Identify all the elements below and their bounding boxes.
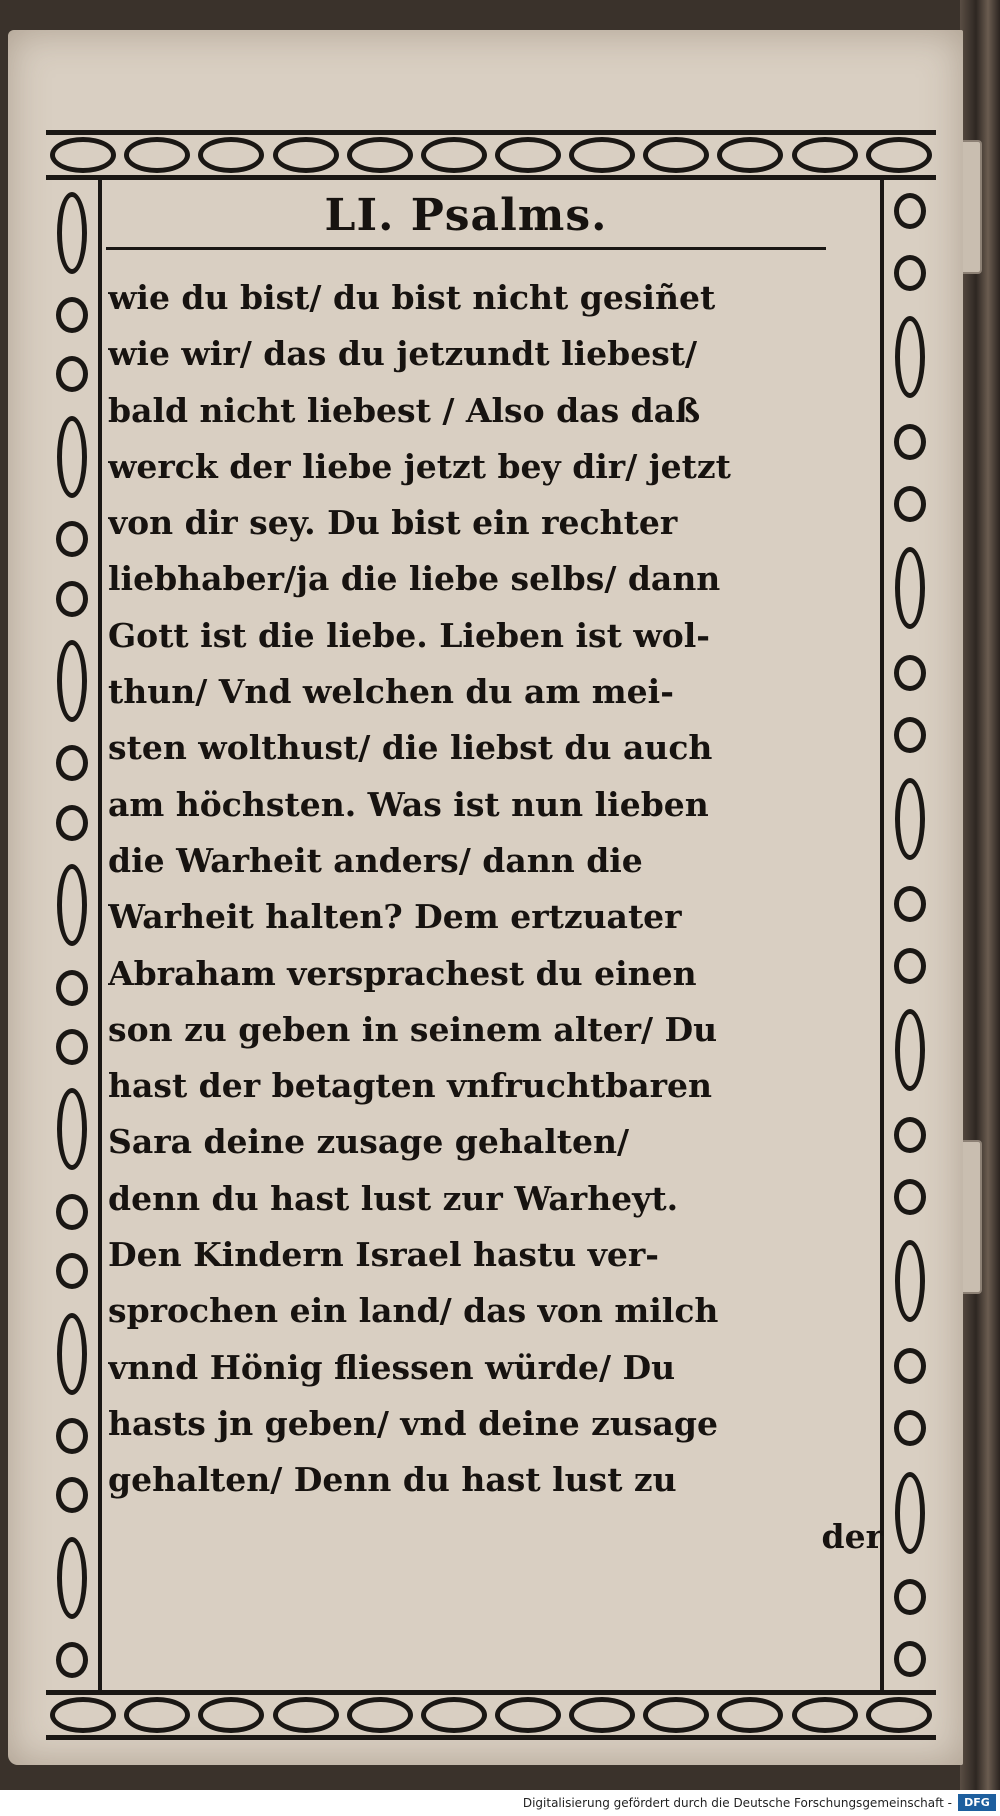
text-line: Sara deine zusage gehalten/ [108, 1122, 630, 1162]
body-text [108, 270, 903, 1565]
text-line: die Warheit anders/ dann die [108, 840, 643, 880]
text-line: sprochen ein land/ das von milch [108, 1291, 719, 1331]
left-rule [98, 180, 102, 1690]
text-line: thun/ Vnd welchen du am mei- [108, 672, 674, 712]
catchword: der [821, 1516, 883, 1556]
text-line: wie wir/ das du jetzundt liebest/ [108, 334, 698, 374]
text-line: Warheit halten? Dem ertzuater [108, 897, 682, 937]
dfg-logo[interactable]: DFG [958, 1794, 996, 1811]
text-line: werck der liebe jetzt bey dir/ jetzt [108, 446, 731, 486]
text-line: hasts jn geben/ vnd deine zusage [108, 1403, 718, 1443]
text-line: gehalten/ Denn du hast lust zu [108, 1460, 677, 1500]
text-line: Gott ist die liebe. Lieben ist wol- [108, 615, 711, 655]
text-line: Den Kindern Israel hastu ver- [108, 1235, 659, 1275]
page-heading: LI. Psalms. [106, 190, 826, 250]
ornamental-frame [46, 130, 936, 1730]
text-line: bald nicht liebest / Also das daß [108, 390, 701, 430]
text-line: liebhaber/ja die liebe selbs/ dann [108, 559, 721, 599]
footer-bar [0, 1790, 1000, 1816]
top-border-ornament [46, 130, 936, 180]
left-border-ornament [46, 180, 98, 1690]
text-line: vnnd Hönig fliessen würde/ Du [108, 1347, 676, 1387]
text-line: hast der betagten vnfruchtbaren [108, 1066, 713, 1106]
book-page [8, 30, 963, 1765]
text-line: denn du hast lust zur Warheyt. [108, 1178, 679, 1218]
text-line: sten wolthust/ die liebst du auch [108, 728, 713, 768]
text-line: am höchsten. Was ist nun lieben [108, 784, 709, 824]
text-line: wie du bist/ du bist nicht gesiñet [108, 278, 716, 317]
footer-credit: Digitalisierung gefördert durch die Deutsche Forschungsgemeinschaft - [522, 1796, 952, 1810]
text-line: Abraham versprachest du einen [108, 953, 697, 993]
text-line: von dir sey. Du bist ein rechter [108, 503, 678, 543]
text-line: son zu geben in seinem alter/ Du [108, 1009, 718, 1049]
bottom-border-ornament [46, 1690, 936, 1740]
